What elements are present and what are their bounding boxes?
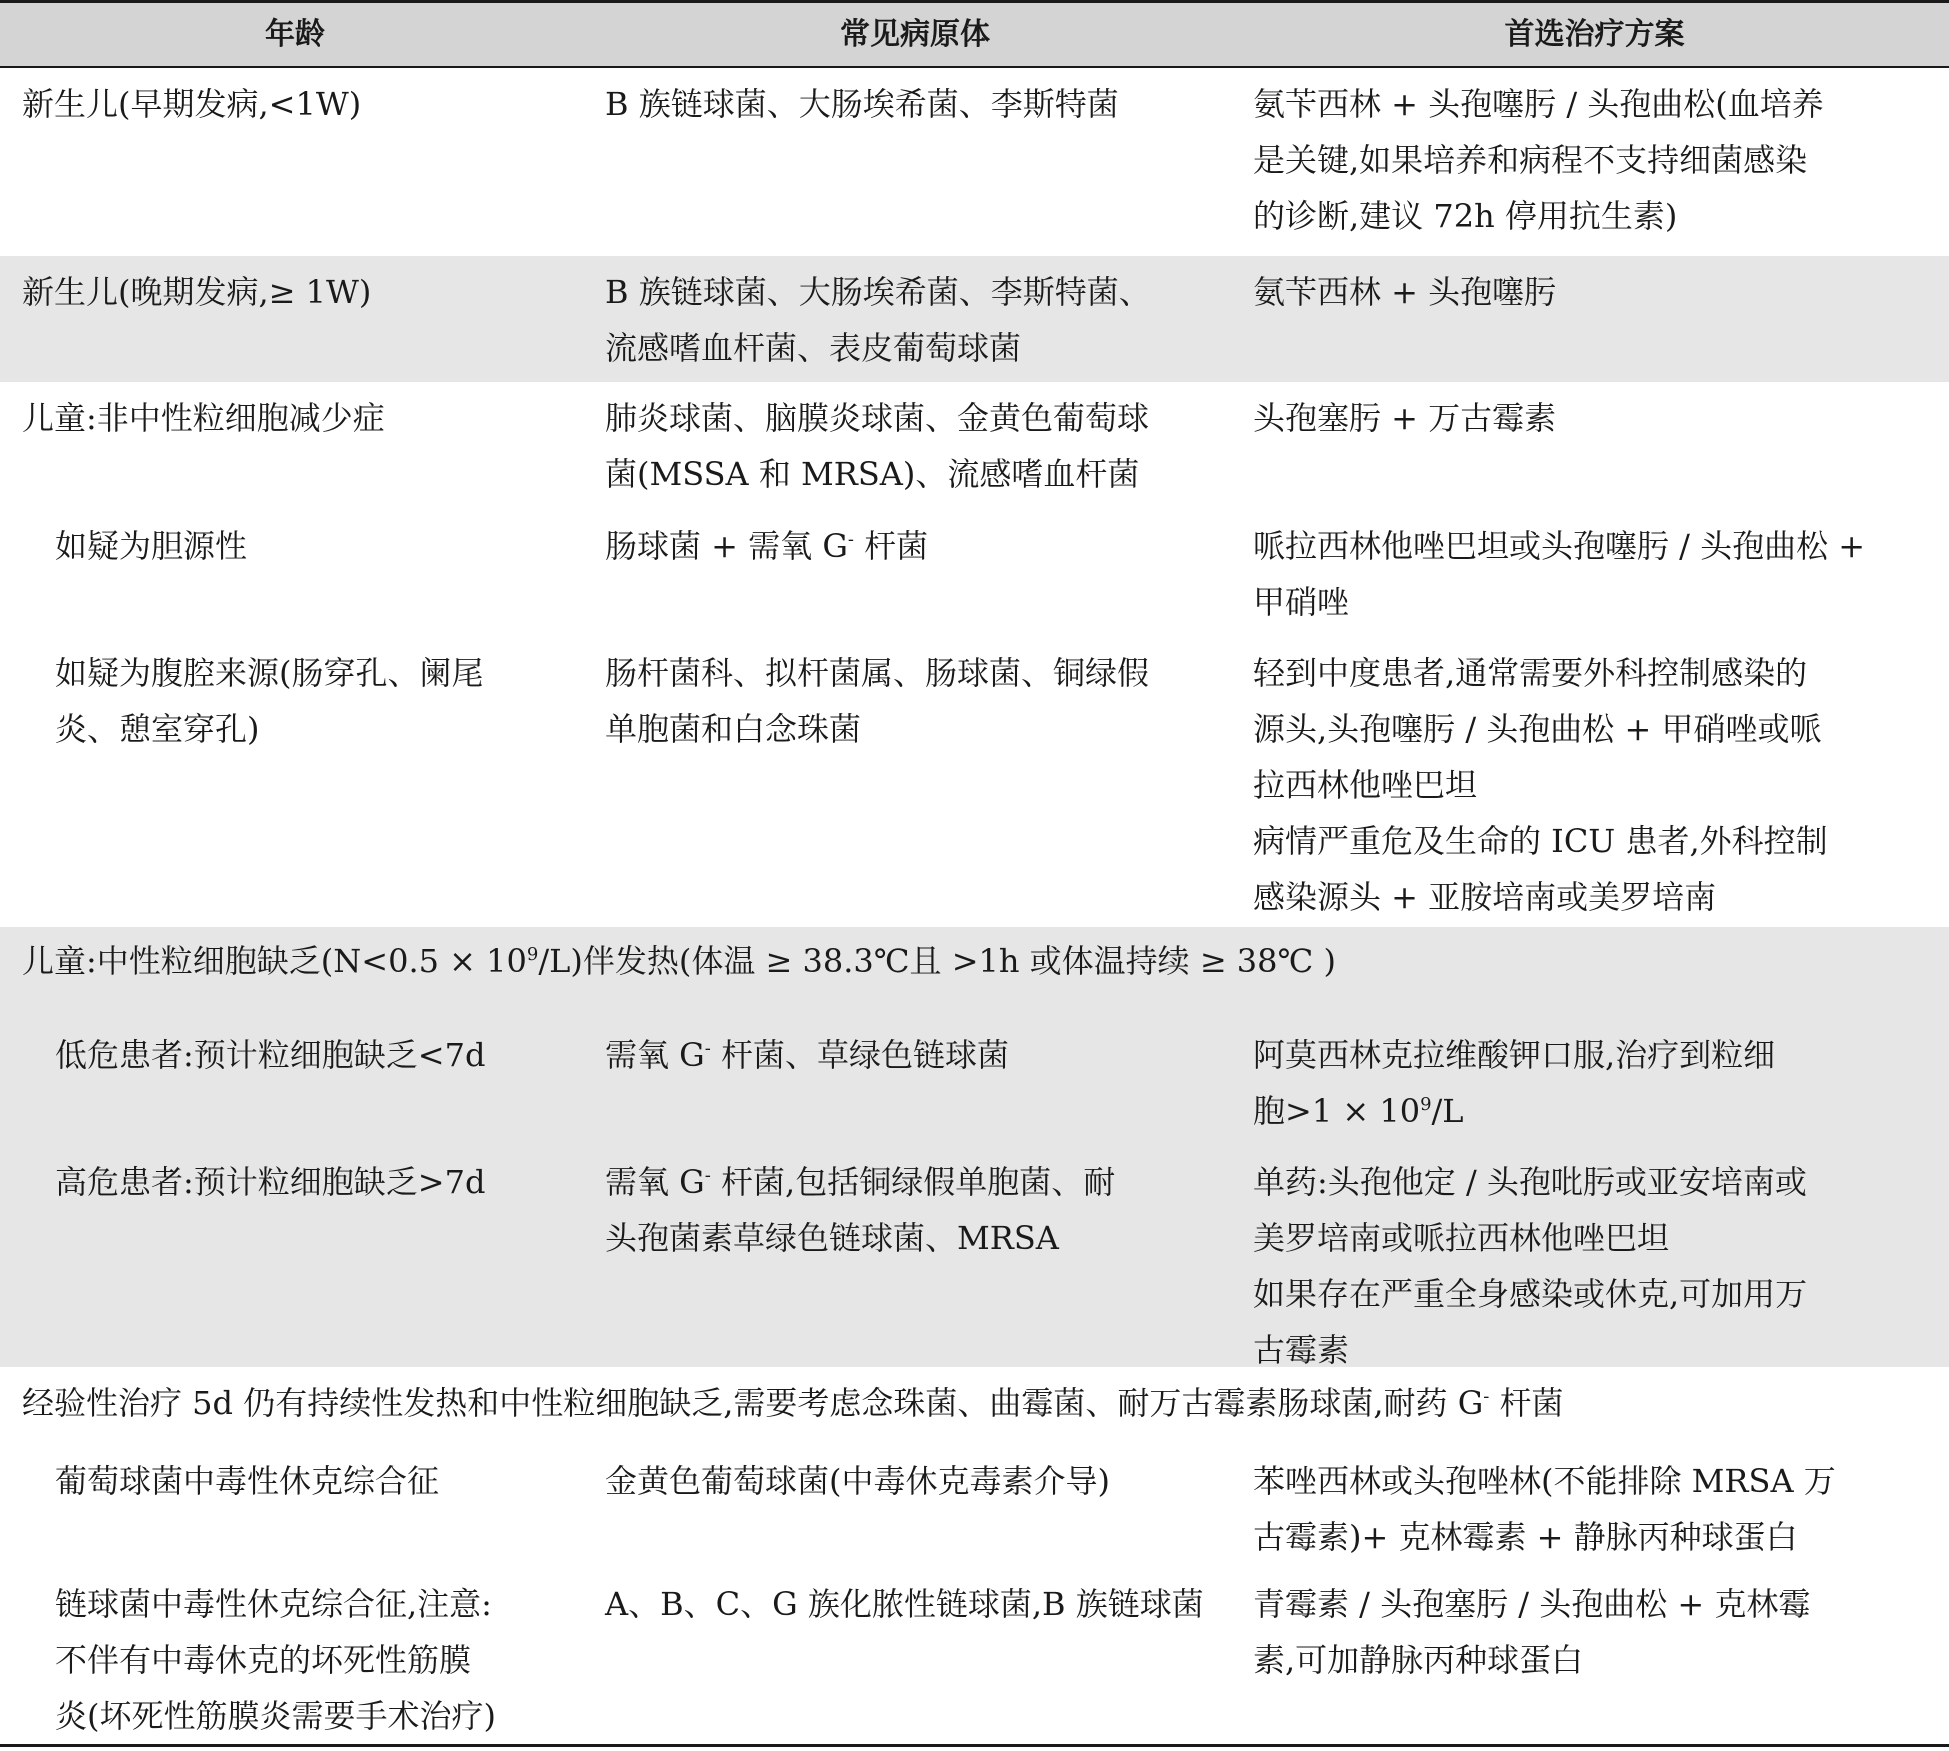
table-row	[0, 637, 1949, 927]
cell-therapy: 头孢塞肟 + 万古霉素	[1253, 399, 1557, 437]
cell-therapy: 青霉素 / 头孢塞肟 / 头孢曲松 + 克林霉 素,可加静脉丙种球蛋白	[1253, 1585, 1811, 1679]
cell-pathogen: 肺炎球菌、脑膜炎球菌、金黄色葡萄球 菌(MSSA 和 MRSA)、流感嗜血杆菌	[605, 399, 1150, 493]
header-pathogen: 常见病原体	[840, 17, 990, 52]
table-row	[0, 256, 1949, 382]
cell-age: 如疑为胆源性	[55, 527, 248, 565]
table-row	[0, 1367, 1949, 1445]
table-header	[0, 3, 1949, 66]
table-row	[0, 382, 1949, 510]
table-row	[0, 68, 1949, 256]
cell-age: 如疑为腹腔来源(肠穿孔、阑尾 炎、憩室穿孔)	[55, 654, 484, 748]
cell-age: 葡萄球菌中毒性休克综合征	[55, 1462, 440, 1500]
cell-therapy: 轻到中度患者,通常需要外科控制感染的 源头,头孢噻肟 / 头孢曲松 + 甲硝唑或哌 拉西林他唑巴坦 病情严重危及生命的 ICU 患者,外科控制 感染源头 + 亚胺培南或美罗培南	[1253, 654, 1828, 916]
table-group-neutropenia	[0, 927, 1949, 1367]
cell-therapy: 氨苄西林 + 头孢噻肟	[1253, 273, 1557, 311]
cell-pathogen: 需氧 G- 杆菌,包括铜绿假单胞菌、耐 头孢菌素草绿色链球菌、MRSA	[605, 1163, 1116, 1257]
table-bottom-rule	[0, 1744, 1949, 1747]
cell-pathogen: B 族链球菌、大肠埃希菌、李斯特菌、 流感嗜血杆菌、表皮葡萄球菌	[605, 273, 1151, 367]
cell-therapy: 阿莫西林克拉维酸钾口服,治疗到粒细 胞$>1 \times 10^9/L$	[1253, 1036, 1776, 1130]
cell-therapy: 单药:头孢他定 / 头孢吡肟或亚安培南或 美罗培南或哌拉西林他唑巴坦 如果存在严重全身感染或休克,可加用万 古霉素	[1253, 1163, 1808, 1369]
table-row	[0, 1572, 1949, 1744]
header-therapy: 首选治疗方案	[1504, 17, 1685, 52]
cell-group-heading: 儿童:中性粒细胞缺乏$(N<0.5 \times 10^9/L)$伴发热(体温 ≥ 38.3℃且 >1h 或体温持续 ≥ 38℃ )	[22, 942, 1336, 980]
cell-age: 新生儿(早期发病,<1W)	[22, 85, 362, 123]
cell-age: 高危患者:预计粒细胞缺乏>7d	[55, 1163, 486, 1201]
cell-pathogen: 肠杆菌科、拟杆菌属、肠球菌、铜绿假 单胞菌和白念珠菌	[605, 654, 1150, 748]
cell-therapy: 哌拉西林他唑巴坦或头孢噻肟 / 头孢曲松 + 甲硝唑	[1253, 527, 1866, 621]
cell-age: 儿童:非中性粒细胞减少症	[22, 399, 385, 437]
cell-full-note: 经验性治疗 5d 仍有持续性发热和中性粒细胞缺乏,需要考虑念珠菌、曲霉菌、耐万古霉素肠球菌,耐药 G- 杆菌	[22, 1384, 1564, 1422]
cell-age: 低危患者:预计粒细胞缺乏<7d	[55, 1036, 486, 1074]
cell-pathogen: B 族链球菌、大肠埃希菌、李斯特菌	[605, 85, 1119, 123]
header-age: 年龄	[265, 17, 325, 52]
cell-pathogen: 金黄色葡萄球菌(中毒休克毒素介导)	[605, 1462, 1110, 1500]
cell-age: 链球菌中毒性休克综合征,注意: 不伴有中毒休克的坏死性筋膜 炎(坏死性筋膜炎需要手术治疗)	[55, 1585, 496, 1735]
cell-pathogen: 肠球菌 + 需氧 G- 杆菌	[605, 527, 929, 565]
table-row	[0, 1445, 1949, 1572]
cell-therapy: 苯唑西林或头孢唑林(不能排除 MRSA 万 古霉素)+ 克林霉素 + 静脉丙种球蛋白	[1253, 1462, 1836, 1556]
table-row	[0, 510, 1949, 637]
cell-pathogen: A、B、C、G 族化脓性链球菌,B 族链球菌	[605, 1585, 1204, 1623]
cell-pathogen: 需氧 G- 杆菌、草绿色链球菌	[605, 1036, 1010, 1074]
cell-age: 新生儿(晚期发病,≥ 1W)	[22, 273, 372, 311]
cell-therapy: 氨苄西林 + 头孢噻肟 / 头孢曲松(血培养 是关键,如果培养和病程不支持细菌感染 的诊断,建议 72h 停用抗生素)	[1253, 85, 1824, 235]
